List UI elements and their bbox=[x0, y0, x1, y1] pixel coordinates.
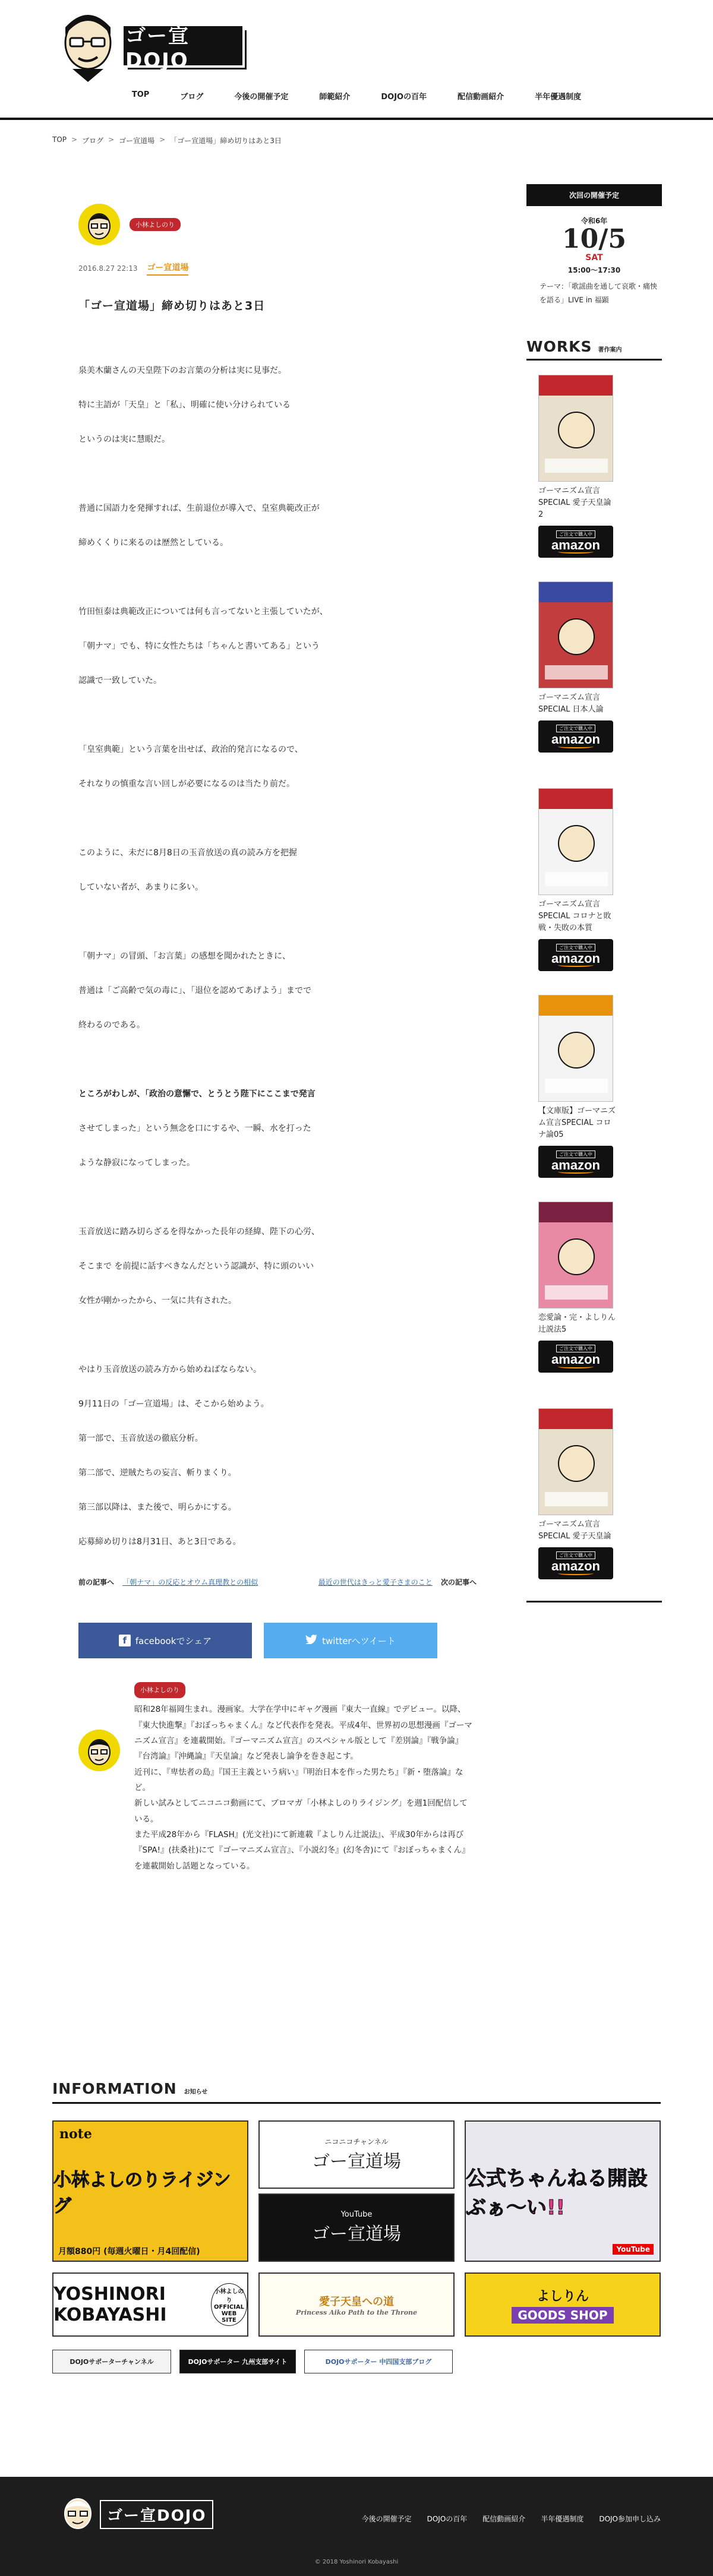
book-cover[interactable] bbox=[538, 1202, 613, 1308]
author-bio bbox=[134, 1682, 473, 1874]
work-item bbox=[526, 567, 662, 774]
nav-item-blog[interactable]: ブログ bbox=[180, 93, 204, 102]
paragraph bbox=[78, 836, 477, 905]
body-line: ような静寂になってしまった。 bbox=[78, 1158, 195, 1168]
nav-item-membership[interactable]: 半年優遇制度 bbox=[535, 93, 582, 102]
body-line: 泉美木蘭さんの天皇陛下のお言葉の分析は実に見事だ。 bbox=[78, 366, 286, 375]
amazon-smile-icon bbox=[558, 1365, 594, 1368]
body-line: 第一部で、玉音放送の徹底分析。 bbox=[78, 1434, 203, 1443]
amazon-button[interactable] bbox=[538, 1341, 613, 1373]
note-logo: note bbox=[59, 2126, 92, 2142]
youtube-icon: YouTube bbox=[613, 2244, 654, 2255]
mascot-icon bbox=[59, 2495, 96, 2534]
event-theme: テーマ：「歌謡曲を通して哀歌・痛怏を語る」LIVE in 福顕 bbox=[540, 282, 658, 304]
nav-item-top[interactable]: TOP bbox=[131, 90, 150, 99]
chushikoku-supporter-banner[interactable]: DOJOサポーター 中四国支部ブログ bbox=[304, 2350, 453, 2373]
paragraph bbox=[78, 491, 477, 560]
facebook-icon: f bbox=[119, 1635, 131, 1646]
amazon-logo: amazon bbox=[551, 537, 600, 552]
official-channel-banner[interactable] bbox=[465, 2120, 661, 2262]
amazon-button[interactable] bbox=[538, 1146, 613, 1178]
goods-shop-banner[interactable] bbox=[465, 2272, 661, 2337]
amazon-logo: amazon bbox=[551, 950, 600, 966]
site-header bbox=[0, 0, 713, 120]
next-event-card[interactable] bbox=[526, 206, 662, 307]
work-title[interactable]: ゴーマニズム宣言SPECIAL 日本人論 bbox=[538, 693, 604, 714]
work-item bbox=[526, 981, 662, 1187]
goods-banner-title: よしりん bbox=[536, 2289, 589, 2304]
kyushu-supporter-banner[interactable]: DOJOサポーター 九州支部サイト bbox=[179, 2350, 296, 2373]
body-line: 締めくくりに来るのは歴然としている。 bbox=[78, 538, 228, 548]
amazon-smile-icon bbox=[558, 1170, 594, 1174]
information-heading-en: INFORMATION bbox=[52, 2080, 177, 2097]
post-category[interactable]: ゴー宣道場 bbox=[147, 261, 188, 276]
paragraph bbox=[78, 1215, 477, 1318]
paragraph bbox=[78, 1077, 477, 1180]
body-line: それなりの慎重な言い回しが必要になるのは当たり前だ。 bbox=[78, 779, 295, 789]
official-website-banner[interactable] bbox=[52, 2272, 248, 2337]
paragraph bbox=[78, 939, 477, 1042]
amazon-button-label: ご注文で購入中 bbox=[556, 1150, 595, 1158]
post-navigation bbox=[78, 1577, 477, 1587]
information-heading-ja: お知らせ bbox=[184, 2089, 208, 2095]
book-cover[interactable] bbox=[538, 1408, 613, 1515]
works-list bbox=[526, 361, 662, 1601]
author-avatar[interactable] bbox=[78, 204, 120, 245]
body-line: 「朝ナマ」でも、特に女性たちは「ちゃんと書いてある」という bbox=[78, 641, 320, 651]
author-row bbox=[78, 202, 477, 247]
book-cover[interactable] bbox=[538, 581, 613, 688]
breadcrumb bbox=[52, 135, 282, 146]
note-rising-banner[interactable] bbox=[52, 2120, 248, 2262]
book-cover-art bbox=[539, 582, 613, 688]
body-bold: ところがわしが、「政治の意懈で、とうとう陛下にここまで発言 bbox=[78, 1089, 316, 1099]
book-cover-art bbox=[539, 995, 613, 1102]
niconico-label: ニコニコチャンネル bbox=[324, 2138, 389, 2146]
body-line: やはり玉音放送の読み方から始めねばならない。 bbox=[78, 1365, 261, 1374]
footer-logo-text: ゴー宣DOJO bbox=[100, 2500, 213, 2529]
works-heading-en: WORKS bbox=[526, 337, 592, 355]
book-cover-art bbox=[539, 789, 613, 895]
nav-item-schedule[interactable]: 今後の開催予定 bbox=[234, 93, 289, 102]
book-cover[interactable] bbox=[538, 995, 613, 1102]
amazon-smile-icon bbox=[558, 1572, 594, 1575]
article bbox=[78, 202, 477, 1874]
body-line: 第三部以降は、また後で、明らかにする。 bbox=[78, 1503, 236, 1512]
amazon-button[interactable] bbox=[538, 939, 613, 971]
amazon-button[interactable] bbox=[538, 720, 613, 753]
bio-text: また平成28年から『FLASH』(光文社)にて新連載『よしりん辻説法』、平成30年からは再び『SPA!』(扶桑社)にて『ゴーマニズム宣言』、『小説幻冬』(幻冬舎)にて『おぼっちゃまくん』を連載開始し話題となっている。 bbox=[134, 1829, 470, 1871]
mascot-icon bbox=[55, 7, 120, 84]
footer-nav-membership[interactable]: 半年優遇制度 bbox=[541, 2515, 584, 2523]
prev-post-link[interactable]: 「朝ナマ」の反応とオウム真理教との相似 bbox=[122, 1578, 258, 1586]
paragraph-gap bbox=[78, 1042, 477, 1077]
paragraph-gap bbox=[78, 457, 477, 491]
paragraph bbox=[78, 732, 477, 801]
event-era-year: 令和6年 bbox=[581, 217, 608, 225]
amazon-logo: amazon bbox=[551, 1559, 600, 1574]
author-tag[interactable]: 小林よしのり bbox=[130, 218, 181, 231]
work-item bbox=[526, 361, 662, 567]
bio-text: 昭和28年福岡生まれ。漫画家。大学在学中にギャグ漫画『東大一直線』でデビュー。以降、『東大快進撃』『おぼっちゃまくん』など代表作を発表。平成4年、世界初の思想漫画『ゴーマニズム宣言』を連載開始。『ゴーマニズム宣言』のスペシャル版として『差別論』『戦争論』『台湾論』『沖縄論』『天皇論』など発表し論争を巻き起こす。 bbox=[134, 1705, 472, 1762]
aiko-path-banner[interactable] bbox=[258, 2272, 455, 2337]
book-cover-art bbox=[539, 1202, 613, 1308]
next-post-link[interactable]: 最近の世代はきっと愛子さまのこと bbox=[318, 1578, 433, 1586]
official-website-title: YOSHINORI KOBAYASHI bbox=[53, 2284, 167, 2325]
body-line: 普通は「ご高齢で気の毒に」、「退位を認めてあげよう」までで bbox=[78, 986, 311, 995]
paragraph-gap bbox=[78, 698, 477, 732]
body-line: 「皇室典範」という言葉を出せば、政治的発言になるので、 bbox=[78, 745, 303, 754]
note-banner-title: 小林よしのりライジング bbox=[53, 2170, 231, 2217]
goods-banner-shop: GOODS SHOP bbox=[512, 2307, 613, 2324]
next-label: 次の記事へ bbox=[440, 1578, 477, 1586]
post-meta bbox=[78, 261, 477, 276]
work-title[interactable]: 【文庫版】ゴーマニズム宣言SPECIAL コロナ論05 bbox=[538, 1106, 616, 1140]
paragraph-gap bbox=[78, 560, 477, 595]
amazon-smile-icon bbox=[558, 963, 594, 967]
book-cover[interactable] bbox=[538, 788, 613, 895]
official-channel-title: 公式ちゃんねる開設ぶぁ〜い!! bbox=[466, 2167, 648, 2220]
amazon-button[interactable] bbox=[538, 1547, 613, 1579]
amazon-button-label: ご注文で購入中 bbox=[556, 1551, 595, 1559]
amazon-logo: amazon bbox=[551, 732, 600, 747]
works-heading bbox=[526, 338, 662, 361]
dojo-channels bbox=[258, 2120, 455, 2262]
footer-nav-apply[interactable]: DOJO参加申し込み bbox=[599, 2515, 661, 2523]
body-line: 特に主語が「天皇」と「私」、明確に使い分けられている bbox=[78, 400, 291, 410]
breadcrumb-top[interactable]: TOP bbox=[52, 135, 67, 144]
body-line: このように、未だに8月8日の玉音放送の真の読み方を把握 bbox=[78, 848, 297, 858]
amazon-button-label: ご注文で購入中 bbox=[556, 1345, 595, 1352]
supporter-channel-banner[interactable]: DOJOサポーターチャンネル bbox=[52, 2350, 171, 2373]
work-title[interactable]: ゴーマニズム宣言SPECIAL コロナと敗戦・失敗の本質 bbox=[538, 899, 611, 933]
amazon-smile-icon bbox=[558, 550, 594, 554]
work-item bbox=[526, 774, 662, 981]
body-line: 9月11日の「ゴー宣道場」は、そこから始めよう。 bbox=[78, 1399, 269, 1409]
footer-nav-schedule[interactable]: 今後の開催予定 bbox=[361, 2515, 412, 2523]
footer-logo[interactable] bbox=[59, 2495, 213, 2534]
bio-text: 近刊に、『卑怯者の島』『国王主義という病い』『明治日本を作った男たち』『新・堕落論』など。 bbox=[134, 1767, 463, 1793]
author-profile bbox=[78, 1682, 477, 1874]
prev-post bbox=[78, 1577, 264, 1587]
paragraph-gap bbox=[78, 905, 477, 939]
post-date: 2016.8.27 22:13 bbox=[78, 264, 138, 273]
amazon-logo: amazon bbox=[551, 1352, 600, 1367]
breadcrumb-category[interactable]: ゴー宣道場 bbox=[119, 137, 155, 145]
supporter-banners bbox=[52, 2350, 661, 2373]
body-line: させてしまった」という無念を口にするや、一瞬、水を打った bbox=[78, 1124, 311, 1133]
work-item bbox=[526, 1187, 662, 1394]
information-heading bbox=[52, 2080, 661, 2104]
footer-nav bbox=[362, 2514, 661, 2524]
post-title: 「ゴー宣道場」締め切りはあと3日 bbox=[78, 299, 266, 312]
next-post bbox=[313, 1577, 477, 1587]
breadcrumb-blog[interactable]: ブログ bbox=[82, 137, 104, 145]
body-line: 玉音放送に踏み切らざるを得なかった長年の経緯、陛下の心労、 bbox=[78, 1227, 320, 1237]
youtube-title: ゴー宣道場 bbox=[312, 2224, 401, 2245]
sidebar bbox=[526, 184, 662, 1603]
book-cover[interactable] bbox=[538, 375, 613, 482]
footer-nav-dojo-history[interactable]: DOJOの百年 bbox=[427, 2515, 468, 2523]
aiko-banner-subtitle: Princess Aiko Path to the Throne bbox=[295, 2308, 418, 2316]
body-line: 「朝ナマ」の冒頭、「お言葉」の感想を聞かれたときに、 bbox=[78, 952, 291, 961]
prev-label: 前の記事へ bbox=[78, 1578, 115, 1586]
post-body bbox=[78, 353, 477, 1559]
book-cover-art bbox=[539, 1409, 613, 1515]
youtube-channel-banner[interactable] bbox=[258, 2193, 455, 2262]
banner-grid bbox=[52, 2120, 661, 2337]
niconico-channel-banner[interactable] bbox=[258, 2120, 455, 2189]
author-tag[interactable]: 小林よしのり bbox=[134, 1682, 185, 1698]
event-time: 15:00〜17:30 bbox=[567, 266, 621, 275]
youtube-label: YouTube bbox=[340, 2210, 373, 2219]
facebook-share-button[interactable] bbox=[78, 1623, 252, 1658]
site-logo[interactable] bbox=[55, 7, 251, 84]
body-line: 認識で一致していた。 bbox=[78, 676, 162, 685]
event-date: 10/5 bbox=[562, 224, 626, 254]
twitter-share-label: twitterへツイート bbox=[322, 1635, 396, 1646]
breadcrumb-separator: > bbox=[159, 135, 166, 144]
amazon-button[interactable] bbox=[538, 526, 613, 558]
twitter-icon bbox=[305, 1635, 317, 1646]
amazon-button-label: ご注文で購入中 bbox=[556, 530, 595, 538]
body-line: 応募締め切りは8月31日、あと3日である。 bbox=[78, 1537, 241, 1547]
nav-item-videos[interactable]: 配信動画紹介 bbox=[458, 93, 504, 102]
next-event-heading: 次回の開催予定 bbox=[526, 184, 662, 206]
paragraph bbox=[78, 1352, 477, 1559]
body-line: そこまで を前提に話すべきなんだという認識が、特に頭のいい bbox=[78, 1262, 314, 1271]
body-line: 普通に国語力を発揮すれば、生前退位が導入で、皇室典範改正が bbox=[78, 504, 320, 513]
paragraph-gap bbox=[78, 1180, 477, 1215]
breadcrumb-separator: > bbox=[71, 135, 78, 144]
facebook-share-label: facebookでシェア bbox=[135, 1635, 212, 1646]
work-title[interactable]: ゴーマニズム宣言SPECIAL 愛子天皇論2 bbox=[538, 486, 611, 520]
amazon-button-label: ご注文で購入中 bbox=[556, 944, 595, 952]
works-heading-ja: 著作案内 bbox=[598, 346, 622, 353]
amazon-button-label: ご注文で購入中 bbox=[556, 725, 595, 732]
site-footer bbox=[0, 2477, 713, 2576]
body-line: していない者が、あまりに多い。 bbox=[78, 883, 203, 892]
body-line bbox=[78, 1077, 477, 1111]
body-line: 終わるのである。 bbox=[78, 1020, 145, 1030]
body-line: 竹田恒泰は典範改正については何も言ってないと主張していたが、 bbox=[78, 607, 328, 617]
nav-item-instructors[interactable]: 師範紹介 bbox=[319, 93, 351, 102]
amazon-smile-icon bbox=[558, 745, 594, 748]
work-title[interactable]: ゴーマニズム宣言SPECIAL 愛子天皇論 bbox=[538, 1519, 611, 1541]
nav-item-dojo-history[interactable]: DOJOの百年 bbox=[381, 93, 427, 102]
work-item bbox=[526, 1394, 662, 1601]
official-website-tag: 小林よしのり OFFICIAL WEB SITE bbox=[211, 2283, 247, 2326]
book-cover-art bbox=[539, 375, 613, 482]
body-line: 第二部で、逆賊たちの妄言、斬りまくり。 bbox=[78, 1468, 236, 1478]
niconico-title: ゴー宣道場 bbox=[312, 2151, 401, 2172]
paragraph bbox=[78, 595, 477, 698]
twitter-share-button[interactable] bbox=[264, 1623, 437, 1658]
breadcrumb-current: 「ゴー宣道場」締め切りはあと3日 bbox=[170, 137, 282, 145]
aiko-banner-title: 愛子天皇への道 bbox=[319, 2295, 394, 2308]
logo-text: ゴー宣DOJO bbox=[124, 26, 242, 65]
note-banner-price: 月額880円 (毎週火曜日・月4回配信) bbox=[58, 2247, 200, 2256]
breadcrumb-separator: > bbox=[108, 135, 115, 144]
copyright: © 2018 Yoshinori Kobayashi bbox=[314, 2559, 399, 2565]
paragraph-gap bbox=[78, 801, 477, 836]
bio-text: 新しい試みとしてニコニコ動画にて、ブロマガ「小林よしのりライジング」を週1回配信している。 bbox=[134, 1799, 468, 1824]
author-avatar[interactable] bbox=[78, 1730, 120, 1771]
paragraph bbox=[78, 353, 477, 457]
footer-nav-videos[interactable]: 配信動画紹介 bbox=[482, 2515, 526, 2523]
paragraph-gap bbox=[78, 1318, 477, 1352]
body-line: というのは実に慧眼だ。 bbox=[78, 435, 170, 444]
event-day-of-week: SAT bbox=[585, 253, 603, 263]
amazon-logo: amazon bbox=[551, 1157, 600, 1172]
work-title[interactable]: 恋愛論・完・よしりん辻説法5 bbox=[538, 1313, 616, 1334]
works-divider bbox=[526, 1601, 662, 1603]
global-nav bbox=[0, 90, 713, 102]
information-section bbox=[52, 2080, 661, 2373]
body-line: 女性が剛かったから、一気に共有された。 bbox=[78, 1296, 236, 1306]
share-buttons bbox=[78, 1623, 477, 1658]
